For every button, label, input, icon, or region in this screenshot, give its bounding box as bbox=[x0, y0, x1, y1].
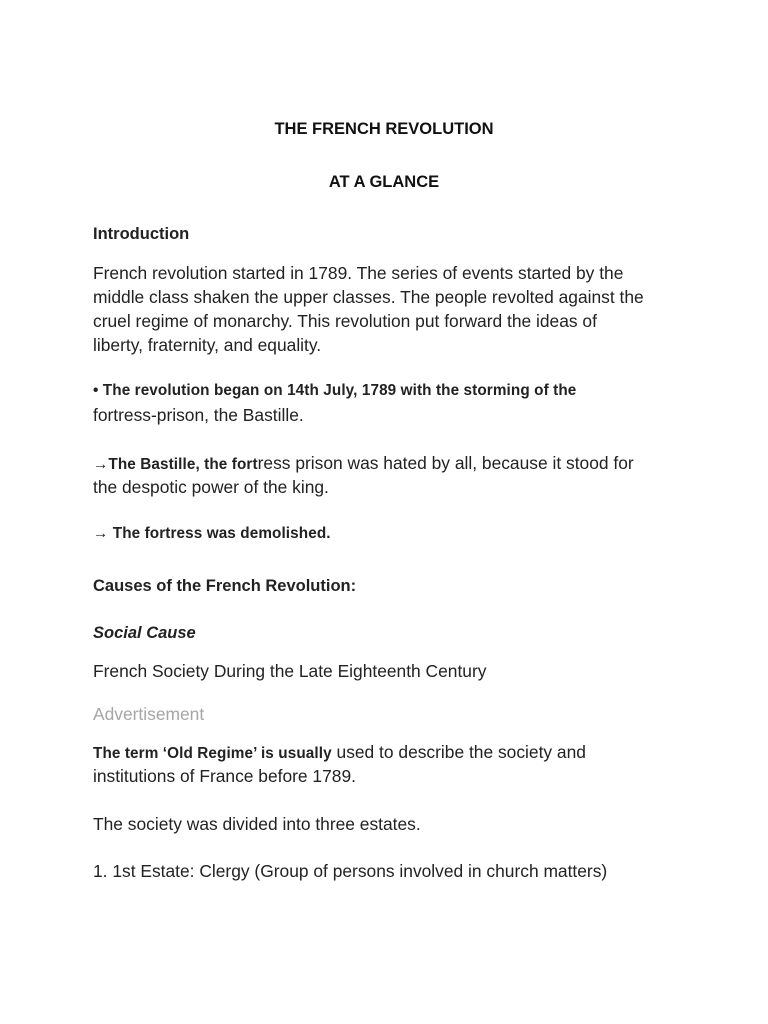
old-regime-bold: The term ‘Old Regime’ is usually bbox=[93, 745, 332, 762]
arrow-bastille-bold: →The Bastille, the fort bbox=[93, 456, 258, 473]
intro-line-2: middle class shaken the upper classes. The people revolted against the bbox=[93, 287, 644, 307]
bullet-bastille-line-1: • The revolution began on 14th July, 1789 with the storming of the bbox=[93, 382, 577, 399]
estates-line: The society was divided into three estates. bbox=[93, 814, 421, 834]
intro-line-3: cruel regime of monarchy. This revolution put forward the ideas of bbox=[93, 311, 597, 331]
society-line: French Society During the Late Eighteenth Century bbox=[93, 661, 487, 681]
arrow-demolished: → The fortress was demolished. bbox=[93, 525, 331, 542]
advertisement-label: Advertisement bbox=[93, 704, 205, 724]
intro-line-4: liberty, fraternity, and equality. bbox=[93, 335, 322, 355]
old-regime-line-1 bbox=[93, 740, 586, 766]
intro-heading: Introduction bbox=[93, 225, 190, 243]
social-cause-heading: Social Cause bbox=[93, 624, 196, 642]
intro-line-1: French revolution started in 1789. The series of events started by the bbox=[93, 263, 624, 283]
arrow-bastille-line-1 bbox=[93, 451, 634, 477]
estate-1-line: 1. 1st Estate: Clergy (Group of persons involved in church matters) bbox=[93, 861, 608, 881]
causes-heading: Causes of the French Revolution: bbox=[93, 577, 357, 595]
old-regime-line-2: institutions of France before 1789. bbox=[93, 766, 356, 786]
old-regime-rest: used to describe the society and bbox=[331, 742, 586, 762]
bullet-bastille-line-2: fortress-prison, the Bastille. bbox=[93, 405, 304, 425]
arrow-bastille-line-2: the despotic power of the king. bbox=[93, 477, 329, 497]
document-subtitle: AT A GLANCE bbox=[328, 173, 440, 191]
arrow-bastille-rest: ress prison was hated by all, because it stood for bbox=[257, 453, 634, 473]
document-title: THE FRENCH REVOLUTION bbox=[274, 120, 494, 138]
